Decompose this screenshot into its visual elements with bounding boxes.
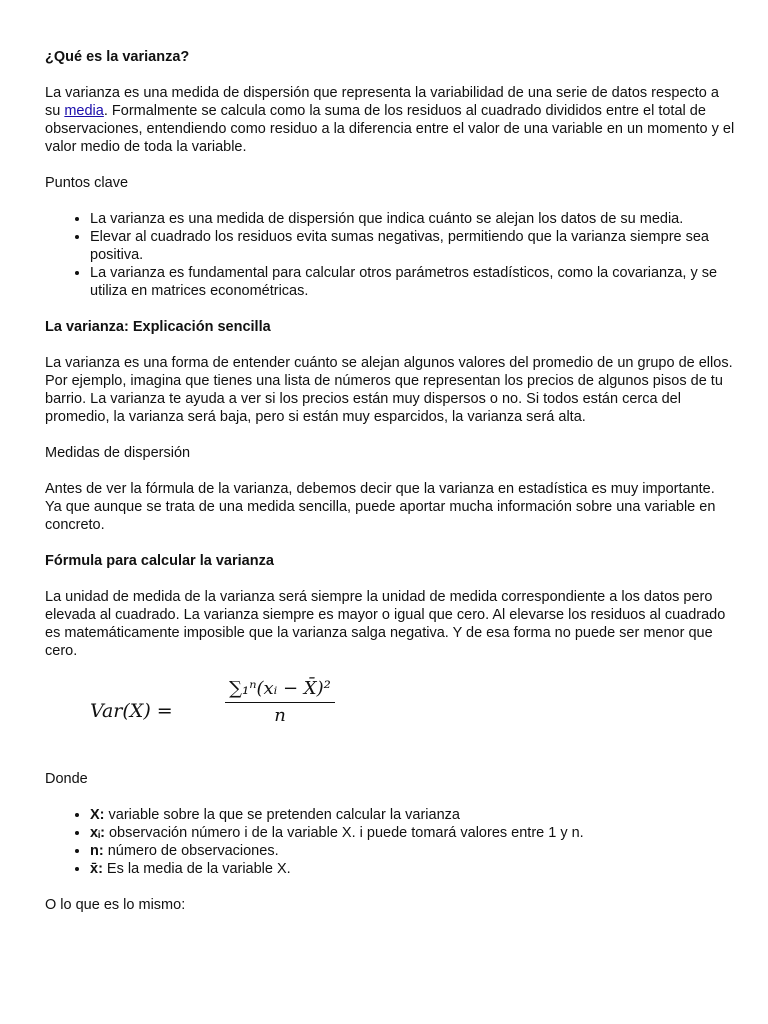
formula-denominator: n [274,705,286,726]
heading-que-es-la-varianza: ¿Qué es la varianza? [45,49,190,65]
definition-item [90,806,735,824]
definition-text: Es la media de la variable X. [102,861,291,877]
donde-label: Donde [45,771,88,787]
formula-lhs: Var(X) = [90,700,173,722]
formula-paragraph: La unidad de medida de la varianza será siempre la unidad de medida correspondiente a los datos pero elevada al cuadrado. La varianza siempre es mayor o igual que cero. Al elevarse los residuos al cuadrado es matemáticamente imposible que la varianza salga negativa. Y de esa forma no puede ser menor que cero. [45,589,726,659]
key-point-item: • La varianza es una medida de dispersión que indica cuánto se alejan los datos de su media. [90,210,735,228]
key-points-list [45,210,735,300]
fraction-bar [225,702,335,703]
medidas-title: Medidas de dispersión [45,445,191,461]
key-point-item: • Elevar al cuadrado los residuos evita sumas negativas, permitiendo que la varianza siempre sea positiva. [90,228,735,264]
media-link[interactable]: media [64,103,104,119]
medidas-paragraph: Antes de ver la fórmula de la varianza, debemos decir que la varianza en estadística es muy importante. Ya que aunque se trata de una medida sencilla, puede aportar mucha información sobre una variable en concreto. [45,481,716,533]
definitions-list [45,806,735,878]
definition-term: X: [90,807,105,823]
intro-text-end: . Formalmente se calcula como la suma de los residuos al cuadrado divididos entre el total de observaciones, entendiendo como residuo a la diferencia entre el valor de una variable en un momento y el valor medio de toda la variable. [45,103,735,155]
definition-item [90,860,735,878]
explicacion-paragraph: La varianza es una forma de entender cuánto se alejan algunos valores del promedio de un grupo de ellos. Por ejemplo, imagina que tienes una lista de números que representan los precios de algunos pisos de tu barrio. La varianza te ayuda a ver si los precios están muy dispersos o no. Si todos están cerca del promedio, la varianza será baja, pero si están muy esparcidos, la varianza será alta. [45,355,733,425]
key-point-item: • La varianza es fundamental para calcular otros parámetros estadísticos, como la covarianza, y se utiliza en matrices econométricas. [90,264,735,300]
intro-text-start: La varianza es una medida de dispersión que representa la variabilidad de una serie de datos respecto a su [45,85,719,119]
heading-formula: Fórmula para calcular la varianza [45,553,274,569]
key-points-title: Puntos clave [45,175,129,191]
definition-term: n: [90,843,104,859]
definition-text: observación número i de la variable X. i puede tomará valores entre 1 y n. [104,825,584,841]
definition-item [90,842,735,860]
definition-item [90,824,735,842]
heading-explicacion-sencilla: La varianza: Explicación sencilla [45,319,271,335]
variance-formula [90,680,735,750]
formula-numerator: ∑₁ⁿ(xᵢ − X̄)² [229,678,331,699]
definition-text: número de observaciones. [103,843,279,859]
definition-term: xᵢ: [90,825,105,841]
formula-fraction [225,680,335,725]
closing-text: O lo que es lo mismo: [45,897,186,913]
definition-text: variable sobre la que se pretenden calcular la varianza [104,807,460,823]
definition-term: x̄: [90,861,103,877]
intro-paragraph [45,84,735,156]
document-body [45,48,735,932]
